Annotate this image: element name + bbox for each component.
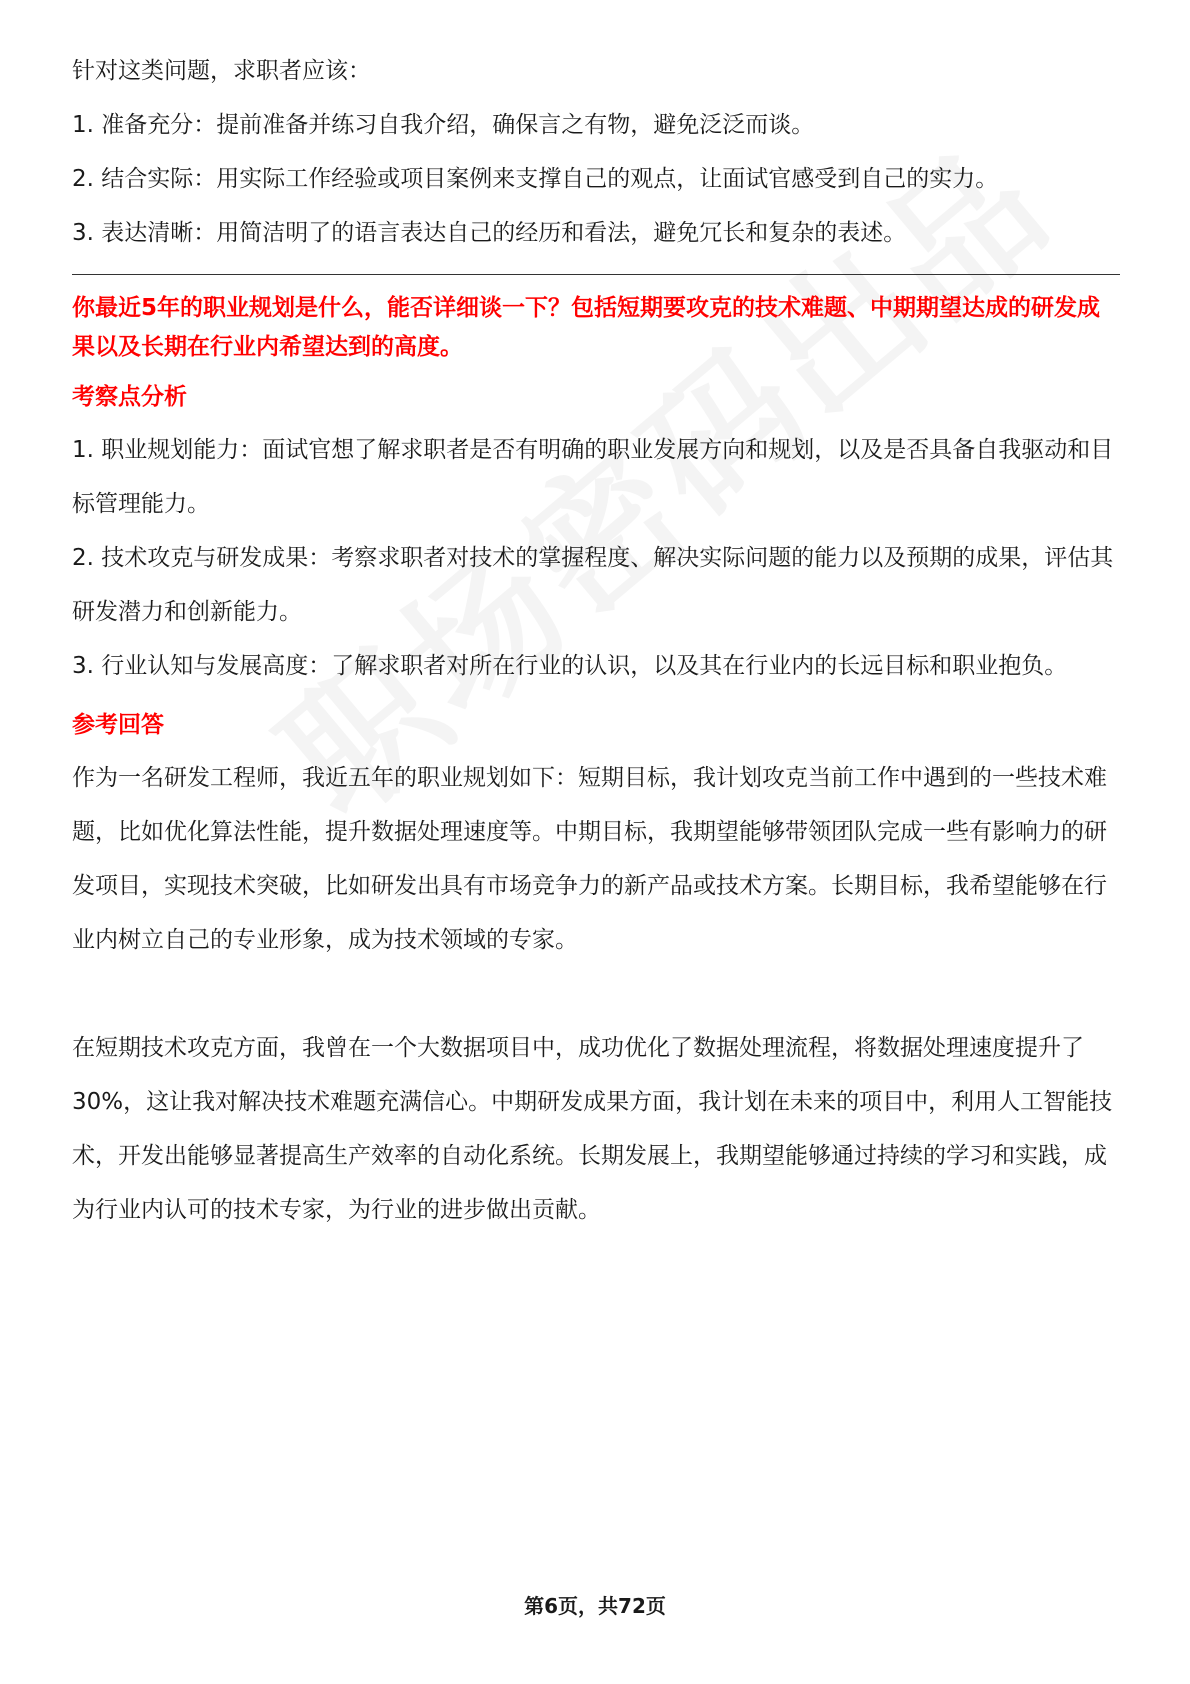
paragraph-gap — [72, 967, 1120, 1021]
answer-paragraph-2: 在短期技术攻克方面，我曾在一个大数据项目中，成功优化了数据处理流程，将数据处理速度提升了30%，这让我对解决技术难题充满信心。中期研发成果方面，我计划在未来的项目中，利用人工智能技术，开发出能够显著提高生产效率的自动化系统。长期发展上，我期望能够通过持续的学习和实践，成为行业内认可的技术专家，为行业的进步做出贡献。 — [72, 1035, 1113, 1223]
analysis-item-2: 2. 技术攻克与研发成果：考察求职者对技术的掌握程度、解决实际问题的能力以及预期的成果，评估其研发潜力和创新能力。 — [72, 545, 1114, 625]
answer-paragraph-1: 作为一名研发工程师，我近五年的职业规划如下：短期目标，我计划攻克当前工作中遇到的一些技术难题，比如优化算法性能，提升数据处理速度等。中期目标，我期望能够带领团队完成一些有影响力的研发项目，实现技术突破，比如研发出具有市场竞争力的新产品或技术方案。长期目标，我希望能够在行业内树立自己的专业形象，成为技术领域的专家。 — [72, 765, 1107, 953]
interview-question: 你最近5年的职业规划是什么，能否详细谈一下？包括短期要攻克的技术难题、中期期望达成的研发成果以及长期在行业内希望达到的高度。 — [72, 295, 1101, 360]
analysis-heading: 考察点分析 — [72, 384, 187, 410]
intro-item-3: 3. 表达清晰：用简洁明了的语言表达自己的经历和看法，避免冗长和复杂的表述。 — [72, 220, 907, 246]
analysis-item-1: 1. 职业规划能力：面试官想了解求职者是否有明确的职业发展方向和规划，以及是否具备自我驱动和目标管理能力。 — [72, 437, 1114, 517]
document-body — [72, 44, 1120, 1237]
intro-lead: 针对这类问题，求职者应该： — [72, 58, 371, 84]
intro-item-2: 2. 结合实际：用实际工作经验或项目案例来支撑自己的观点，让面试官感受到自己的实力。 — [72, 166, 999, 192]
answer-heading: 参考回答 — [72, 712, 164, 738]
intro-item-1: 1. 准备充分：提前准备并练习自我介绍，确保言之有物，避免泛泛而谈。 — [72, 112, 815, 138]
analysis-item-3: 3. 行业认知与发展高度：了解求职者对所在行业的认识，以及其在行业内的长远目标和职业抱负。 — [72, 653, 1068, 679]
section-divider — [72, 274, 1120, 275]
page-number: 第6页，共72页 — [524, 1594, 666, 1618]
